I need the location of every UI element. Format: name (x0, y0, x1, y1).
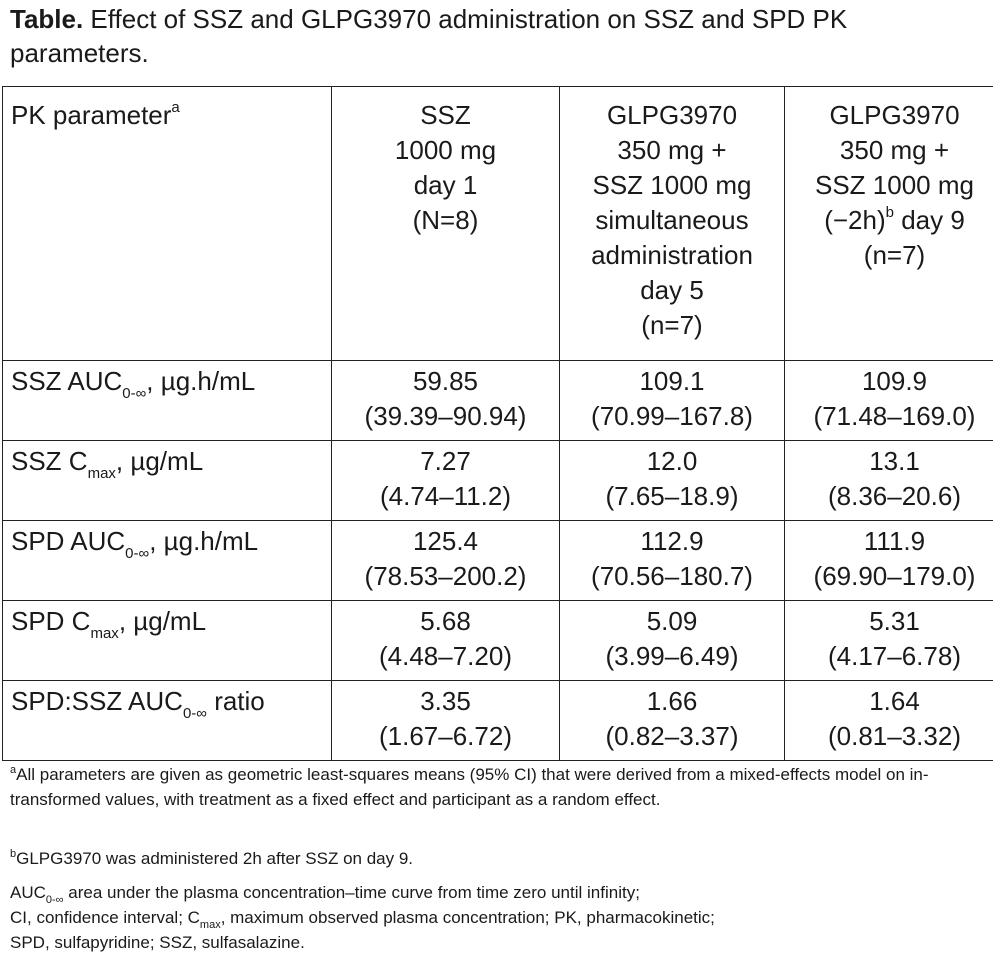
header-glpg-day5 (560, 87, 785, 361)
confidence-interval: (78.53–200.2) (364, 561, 527, 591)
header-text: (−2h) (824, 205, 886, 235)
header-pk-parameter (3, 87, 332, 361)
geometric-mean: 125.4 (412, 526, 479, 556)
geometric-mean: 5.31 (869, 606, 920, 636)
label-subscript: 0-∞ (182, 705, 207, 722)
confidence-interval: (4.74–11.2) (379, 481, 512, 511)
row-label (3, 361, 332, 441)
label-text: SSZ AUC (11, 366, 123, 396)
cell-value (560, 361, 785, 441)
geometric-mean: 112.9 (640, 526, 704, 556)
header-line: 350 mg + (617, 135, 727, 165)
cell-value (560, 681, 785, 761)
header-line: GLPG3970 (829, 100, 960, 130)
abbreviations (10, 880, 985, 955)
table-row (3, 681, 993, 761)
footnote-text: All parameters are given as geometric least-squares means (95% CI) that were derived from a mixed-effects model on in-transformed values, with treatment as a fixed effect and participant as a random effect. (10, 765, 929, 809)
cell-value (332, 681, 560, 761)
table-row (3, 601, 993, 681)
label-text: SSZ C (11, 446, 88, 476)
label-text: , µg.h/mL (149, 526, 259, 556)
confidence-interval: (69.90–179.0) (813, 561, 976, 591)
cell-value (332, 441, 560, 521)
table-row (3, 521, 993, 601)
label-text: , µg.h/mL (146, 366, 256, 396)
cell-value (785, 601, 993, 681)
abbr-line (10, 880, 985, 905)
confidence-interval: (4.48–7.20) (379, 641, 512, 671)
geometric-mean: 7.27 (420, 446, 471, 476)
row-label (3, 601, 332, 681)
header-line: SSZ 1000 mg (592, 170, 752, 200)
caption-text: Effect of SSZ and GLPG3970 administration on SSZ and SPD PK parameters. (10, 4, 848, 68)
header-line: day 1 (413, 170, 478, 200)
geometric-mean: 111.9 (863, 526, 926, 556)
confidence-interval: (70.56–180.7) (591, 561, 753, 591)
cell-value (332, 361, 560, 441)
header-glpg-day9 (785, 87, 993, 361)
header-line (785, 203, 993, 238)
confidence-interval: (0.82–3.37) (605, 721, 739, 751)
header-line: (n=7) (863, 240, 926, 270)
label-subscript: 0-∞ (125, 545, 150, 562)
caption-label: Table. (10, 4, 84, 34)
confidence-interval: (0.81–3.32) (828, 721, 961, 751)
geometric-mean: 1.66 (646, 686, 698, 716)
abbr-text: AUC (10, 883, 46, 902)
geometric-mean: 5.68 (420, 606, 471, 636)
confidence-interval: (39.39–90.94) (364, 401, 527, 431)
header-line: 1000 mg (394, 135, 497, 165)
row-label (3, 441, 332, 521)
header-text: day 9 (893, 205, 965, 235)
cell-value (332, 601, 560, 681)
confidence-interval: (1.67–6.72) (379, 721, 512, 751)
header-ssz-day1 (332, 87, 560, 361)
cell-value (560, 601, 785, 681)
row-label (3, 681, 332, 761)
cell-value (560, 441, 785, 521)
label-subscript: max (87, 465, 116, 482)
header-line: simultaneous (595, 205, 749, 235)
confidence-interval: (3.99–6.49) (605, 641, 739, 671)
footnote-b-marker: b (885, 204, 894, 221)
cell-value (785, 441, 993, 521)
label-text: ratio (206, 686, 265, 716)
geometric-mean: 109.1 (639, 366, 705, 396)
geometric-mean: 12.0 (646, 446, 698, 476)
header-line: (n=7) (641, 310, 703, 340)
table-caption (10, 2, 980, 70)
header-line: day 5 (640, 275, 704, 305)
abbr-text: area under the plasma concentration–time curve from time zero until infinity; (63, 883, 640, 902)
footnote-a-marker: a (171, 99, 180, 116)
footnote-text: GLPG3970 was administered 2h after SSZ on day 9. (16, 849, 414, 868)
header-line: GLPG3970 (606, 100, 738, 130)
header-line: administration (591, 240, 753, 270)
label-text: , µg/mL (118, 606, 207, 636)
abbr-text: , maximum observed plasma concentration; PK, pharmacokinetic; (220, 908, 715, 927)
footnote-a (10, 762, 985, 812)
confidence-interval: (71.48–169.0) (813, 401, 976, 431)
label-text: SPD:SSZ AUC (11, 686, 183, 716)
cell-value (785, 361, 993, 441)
geometric-mean: 5.09 (646, 606, 698, 636)
abbr-line: SPD, sulfapyridine; SSZ, sulfasalazine. (10, 933, 305, 952)
geometric-mean: 1.64 (869, 686, 920, 716)
abbr-subscript: 0-∞ (45, 894, 64, 906)
confidence-interval: (7.65–18.9) (605, 481, 739, 511)
header-line: 350 mg + (839, 135, 950, 165)
header-line: (N=8) (412, 205, 479, 235)
pk-parameters-table (2, 86, 993, 761)
confidence-interval: (8.36–20.6) (828, 481, 961, 511)
label-subscript: 0-∞ (122, 385, 147, 402)
cell-value (785, 681, 993, 761)
table-row (3, 361, 993, 441)
abbr-text: CI, confidence interval; C (10, 908, 200, 927)
footnote-marker: b (10, 848, 17, 860)
label-subscript: max (90, 625, 119, 642)
cell-value (560, 521, 785, 601)
table-header-row (3, 87, 993, 361)
abbr-subscript: max (199, 919, 221, 931)
geometric-mean: 3.35 (420, 686, 471, 716)
geometric-mean: 109.9 (861, 366, 928, 396)
header-param-label: PK parameter (11, 100, 172, 130)
confidence-interval: (70.99–167.8) (591, 401, 753, 431)
table-row (3, 441, 993, 521)
cell-value (332, 521, 560, 601)
header-line: SSZ 1000 mg (815, 170, 974, 200)
cell-value (785, 521, 993, 601)
confidence-interval: (4.17–6.78) (828, 641, 961, 671)
abbr-line (10, 905, 985, 930)
footnote-marker: a (10, 764, 17, 776)
label-text: SPD C (11, 606, 91, 636)
label-text: , µg/mL (115, 446, 204, 476)
header-line: SSZ (420, 100, 471, 130)
label-text: SPD AUC (11, 526, 126, 556)
row-label (3, 521, 332, 601)
geometric-mean: 59.85 (412, 366, 479, 396)
footnote-b (10, 846, 985, 871)
geometric-mean: 13.1 (869, 446, 920, 476)
